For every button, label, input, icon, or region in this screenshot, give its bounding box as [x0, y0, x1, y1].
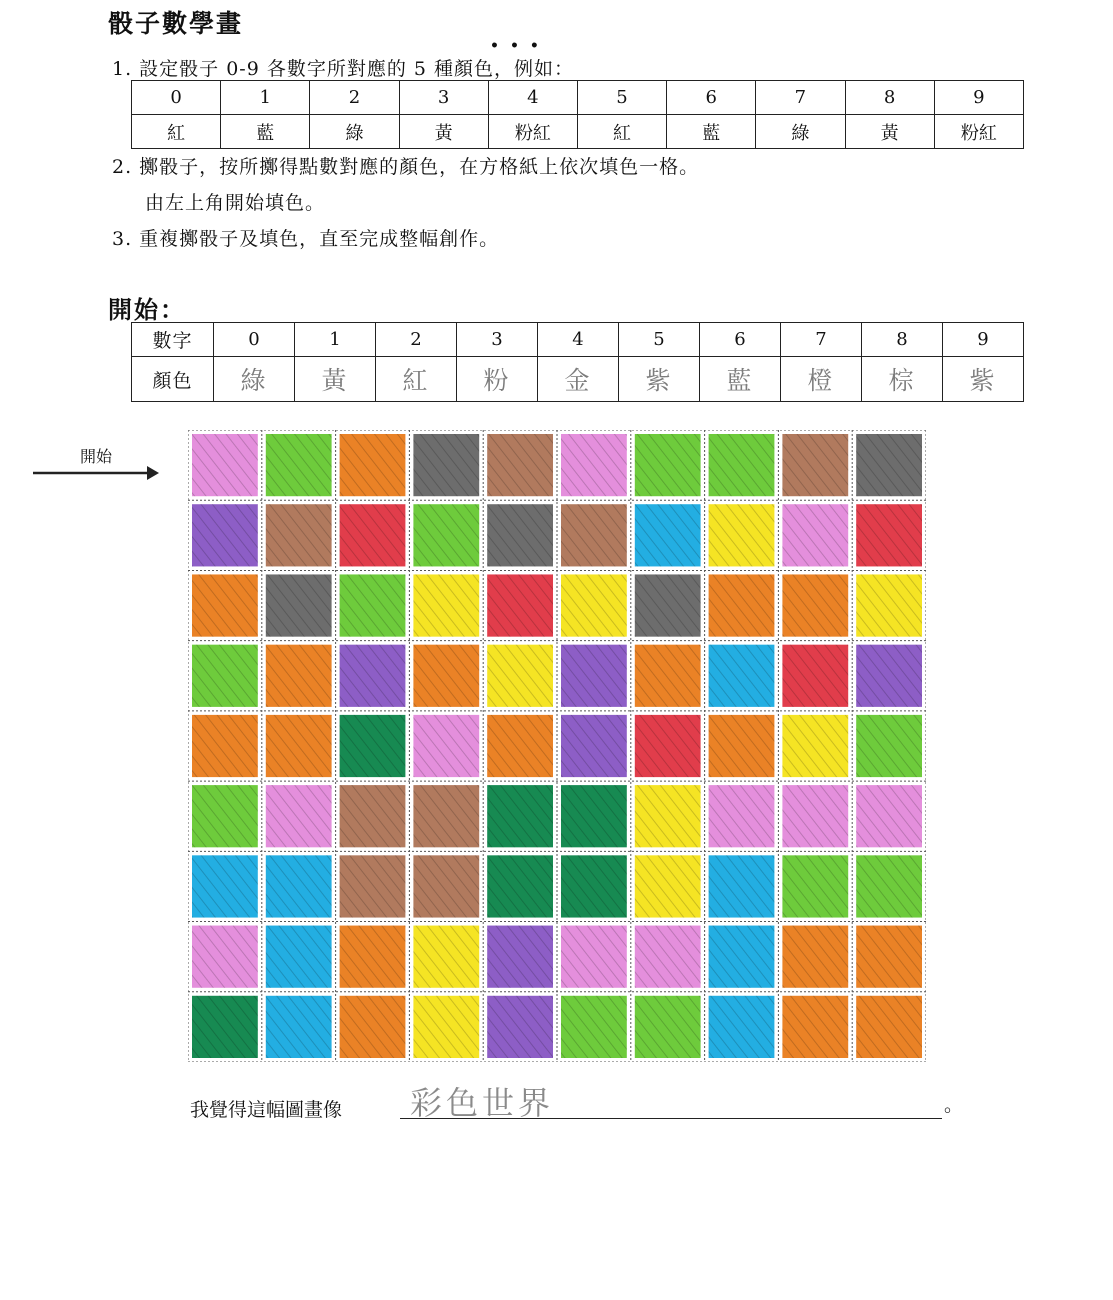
crayon-texture — [340, 785, 406, 847]
crayon-texture — [413, 504, 479, 566]
handwritten-color-cell: 紫 — [619, 357, 700, 402]
right-arrow-icon — [33, 463, 161, 483]
crayon-texture — [192, 504, 258, 566]
instruction-step-3: 3. 重複擲骰子及填色，直至完成整幅創作。 — [112, 228, 500, 250]
crayon-texture — [487, 645, 553, 707]
student-color-legend-table — [131, 322, 1024, 402]
crayon-texture — [266, 715, 332, 777]
crayon-texture — [192, 855, 258, 917]
crayon-texture — [487, 434, 553, 496]
crayon-texture — [709, 504, 775, 566]
start-heading: 開始： — [108, 295, 186, 324]
handwritten-color-cell: 粉 — [457, 357, 538, 402]
crayon-texture — [487, 926, 553, 988]
instruction-step-2: 2. 擲骰子，按所擲得點數對應的顏色，在方格紙上依次填色一格。 — [112, 156, 700, 178]
example-number-cell: 0 — [132, 81, 221, 115]
crayon-texture — [340, 715, 406, 777]
crayon-texture — [413, 434, 479, 496]
crayon-texture — [709, 926, 775, 988]
crayon-texture — [487, 996, 553, 1058]
example-number-cell: 3 — [399, 81, 488, 115]
instruction-step-2-continued: 由左上角開始填色。 — [145, 192, 326, 214]
crayon-texture — [487, 855, 553, 917]
instruction-step-1: 1. 設定骰子 0-9 各數字所對應的 5 種顏色，例如： — [112, 58, 575, 80]
crayon-texture — [192, 996, 258, 1058]
crayon-texture — [782, 574, 848, 636]
handwritten-color-cell: 綠 — [214, 357, 295, 402]
crayon-texture — [340, 504, 406, 566]
emphasis-dots: ••• — [490, 38, 550, 54]
crayon-texture — [266, 504, 332, 566]
handwritten-answer: 彩色世界 — [410, 1084, 555, 1122]
example-number-cell: 6 — [667, 81, 756, 115]
crayon-texture — [340, 855, 406, 917]
example-color-cell: 粉紅 — [488, 115, 577, 149]
crayon-texture — [266, 434, 332, 496]
crayon-texture — [413, 785, 479, 847]
crayon-texture — [856, 855, 922, 917]
crayon-texture — [413, 645, 479, 707]
crayon-texture — [340, 996, 406, 1058]
example-color-cell: 黃 — [399, 115, 488, 149]
legend-number-cell: 2 — [376, 323, 457, 357]
crayon-texture — [709, 785, 775, 847]
crayon-texture — [856, 645, 922, 707]
crayon-texture — [413, 715, 479, 777]
crayon-texture — [561, 715, 627, 777]
crayon-texture — [192, 645, 258, 707]
crayon-texture — [487, 574, 553, 636]
handwritten-color-cell: 黃 — [295, 357, 376, 402]
handwritten-color-cell: 棕 — [862, 357, 943, 402]
crayon-texture — [709, 645, 775, 707]
crayon-texture — [782, 855, 848, 917]
example-color-cell: 綠 — [310, 115, 399, 149]
crayon-texture — [413, 574, 479, 636]
crayon-texture — [266, 574, 332, 636]
legend-number-cell: 1 — [295, 323, 376, 357]
closing-period: 。 — [944, 1094, 964, 1116]
example-number-cell: 9 — [934, 81, 1023, 115]
crayon-texture — [856, 715, 922, 777]
crayon-texture — [782, 504, 848, 566]
crayon-texture — [266, 926, 332, 988]
colored-grid-artwork — [188, 430, 926, 1062]
example-color-cell: 黃 — [845, 115, 934, 149]
crayon-texture — [782, 645, 848, 707]
crayon-texture — [561, 855, 627, 917]
crayon-texture — [340, 574, 406, 636]
crayon-texture — [413, 926, 479, 988]
crayon-texture — [192, 574, 258, 636]
crayon-texture — [635, 855, 701, 917]
number-row-label: 數字 — [132, 323, 214, 357]
crayon-texture — [561, 504, 627, 566]
crayon-texture — [709, 574, 775, 636]
legend-number-cell: 6 — [700, 323, 781, 357]
crayon-texture — [856, 434, 922, 496]
example-color-cell: 粉紅 — [934, 115, 1023, 149]
legend-number-cell: 3 — [457, 323, 538, 357]
crayon-texture — [709, 715, 775, 777]
crayon-texture — [340, 645, 406, 707]
legend-number-cell: 8 — [862, 323, 943, 357]
handwritten-color-cell: 藍 — [700, 357, 781, 402]
crayon-texture — [782, 996, 848, 1058]
crayon-texture — [782, 926, 848, 988]
worksheet-title: 骰子數學畫 — [108, 9, 244, 38]
crayon-texture — [266, 785, 332, 847]
handwritten-color-cell: 紫 — [943, 357, 1024, 402]
crayon-texture — [487, 504, 553, 566]
crayon-texture — [856, 785, 922, 847]
crayon-texture — [635, 504, 701, 566]
crayon-texture — [192, 715, 258, 777]
handwritten-color-cell: 紅 — [376, 357, 457, 402]
crayon-texture — [782, 785, 848, 847]
crayon-texture — [635, 574, 701, 636]
crayon-texture — [266, 855, 332, 917]
crayon-texture — [709, 434, 775, 496]
legend-number-cell: 5 — [619, 323, 700, 357]
crayon-texture — [856, 926, 922, 988]
crayon-texture — [413, 855, 479, 917]
crayon-texture — [561, 645, 627, 707]
example-number-cell: 4 — [488, 81, 577, 115]
example-color-cell: 紅 — [577, 115, 666, 149]
crayon-texture — [709, 996, 775, 1058]
example-color-cell: 綠 — [756, 115, 845, 149]
example-number-cell: 1 — [221, 81, 310, 115]
legend-number-cell: 4 — [538, 323, 619, 357]
crayon-texture — [561, 574, 627, 636]
crayon-texture — [635, 645, 701, 707]
crayon-texture — [266, 645, 332, 707]
crayon-texture — [635, 434, 701, 496]
crayon-texture — [856, 996, 922, 1058]
crayon-texture — [192, 785, 258, 847]
example-number-cell: 2 — [310, 81, 399, 115]
example-color-cell: 藍 — [667, 115, 756, 149]
crayon-texture — [709, 855, 775, 917]
crayon-texture — [561, 785, 627, 847]
crayon-texture — [192, 434, 258, 496]
handwritten-color-cell: 金 — [538, 357, 619, 402]
crayon-texture — [340, 926, 406, 988]
crayon-texture — [266, 996, 332, 1058]
example-color-cell: 紅 — [132, 115, 221, 149]
crayon-texture — [856, 504, 922, 566]
crayon-texture — [782, 715, 848, 777]
crayon-texture — [340, 434, 406, 496]
color-row-label: 顏色 — [132, 357, 214, 402]
crayon-texture — [856, 574, 922, 636]
example-number-cell: 5 — [577, 81, 666, 115]
crayon-texture — [561, 434, 627, 496]
example-number-cell: 8 — [845, 81, 934, 115]
crayon-texture — [635, 785, 701, 847]
closing-prompt: 我覺得這幅圖畫像 — [190, 1099, 343, 1121]
legend-number-cell: 7 — [781, 323, 862, 357]
crayon-texture — [635, 715, 701, 777]
crayon-texture — [561, 996, 627, 1058]
crayon-texture — [413, 996, 479, 1058]
legend-number-cell: 0 — [214, 323, 295, 357]
crayon-texture — [635, 926, 701, 988]
example-color-cell: 藍 — [221, 115, 310, 149]
crayon-texture — [487, 715, 553, 777]
example-color-table — [131, 80, 1024, 149]
crayon-texture — [192, 926, 258, 988]
crayon-texture — [487, 785, 553, 847]
start-arrow-label: 開始 — [80, 447, 113, 466]
crayon-texture — [635, 996, 701, 1058]
handwritten-color-cell: 橙 — [781, 357, 862, 402]
crayon-texture — [561, 926, 627, 988]
crayon-texture — [782, 434, 848, 496]
legend-number-cell: 9 — [943, 323, 1024, 357]
example-number-cell: 7 — [756, 81, 845, 115]
